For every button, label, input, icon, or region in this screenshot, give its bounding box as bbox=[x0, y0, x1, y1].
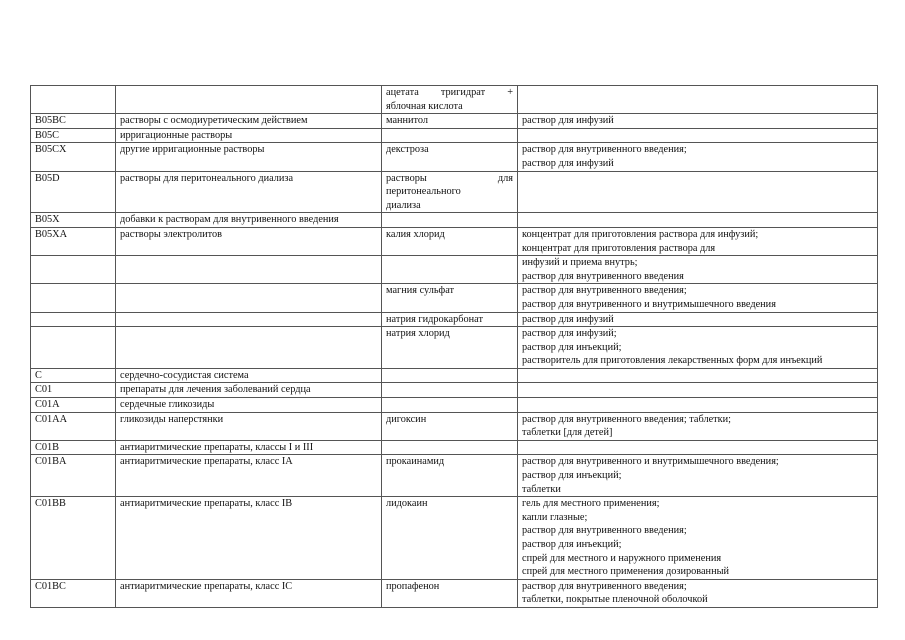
table-row bbox=[31, 398, 878, 413]
drug-name-cell bbox=[382, 114, 518, 129]
anatomic-group-cell: антиаритмические препараты, класс IC bbox=[116, 579, 382, 607]
atc-code-cell: B05XA bbox=[31, 227, 116, 255]
drug-name-line: магния сульфат bbox=[386, 285, 455, 297]
table-row bbox=[31, 440, 878, 455]
table-row bbox=[31, 256, 878, 284]
drug-name-cell bbox=[382, 256, 518, 284]
dosage-forms-cell bbox=[518, 227, 878, 255]
table-row bbox=[31, 383, 878, 398]
dosage-form-line: растворитель для приготовления лекарственных форм для инъекций bbox=[522, 355, 823, 367]
table-row bbox=[31, 312, 878, 327]
dosage-form-line: раствор для инъекций; bbox=[522, 341, 622, 353]
dosage-form-line: спрей для местного применения дозированный bbox=[522, 566, 730, 578]
table-row bbox=[31, 143, 878, 171]
dosage-forms-cell bbox=[518, 128, 878, 143]
table-row bbox=[31, 213, 878, 228]
atc-code-cell: B05C bbox=[31, 128, 116, 143]
atc-code-cell: B05D bbox=[31, 171, 116, 213]
dosage-forms-cell bbox=[518, 171, 878, 213]
dosage-form-line: раствор для инфузий bbox=[522, 115, 614, 127]
atc-code-cell: C01 bbox=[31, 383, 116, 398]
drug-name-line: натрия гидрокарбонат bbox=[386, 313, 483, 325]
justified-word: растворы bbox=[386, 172, 427, 184]
table-row bbox=[31, 171, 878, 213]
anatomic-group-cell bbox=[116, 327, 382, 369]
table-row bbox=[31, 227, 878, 255]
anatomic-group-cell bbox=[116, 312, 382, 327]
drug-name-cell bbox=[382, 171, 518, 213]
dosage-forms-cell bbox=[518, 213, 878, 228]
drug-name-line: перитонеального bbox=[386, 186, 461, 198]
table-row bbox=[31, 128, 878, 143]
drug-name-line: диализа bbox=[386, 199, 421, 211]
dosage-form-line: раствор для внутривенного введения bbox=[522, 270, 684, 282]
atc-code-cell: C bbox=[31, 368, 116, 383]
drug-name-cell bbox=[382, 327, 518, 369]
atc-code-cell: B05BC bbox=[31, 114, 116, 129]
drug-name-cell bbox=[382, 128, 518, 143]
atc-code-cell: C01BA bbox=[31, 455, 116, 497]
anatomic-group-cell: сердечно-сосудистая система bbox=[116, 368, 382, 383]
drug-name-line: декстроза bbox=[386, 144, 429, 156]
drug-name-cell bbox=[382, 455, 518, 497]
anatomic-group-cell: препараты для лечения заболеваний сердца bbox=[116, 383, 382, 398]
anatomic-group-cell: антиаритмические препараты, классы I и III bbox=[116, 440, 382, 455]
drug-name-line: лидокаин bbox=[386, 498, 428, 510]
dosage-form-line: раствор для инфузий bbox=[522, 157, 614, 169]
dosage-forms-cell bbox=[518, 327, 878, 369]
dosage-forms-cell bbox=[518, 368, 878, 383]
dosage-form-line: раствор для внутривенного введения; bbox=[522, 285, 687, 297]
dosage-form-line: раствор для инфузий; bbox=[522, 328, 617, 340]
drug-name-cell bbox=[382, 440, 518, 455]
drug-name-line: пропафенон bbox=[386, 580, 440, 592]
dosage-forms-cell bbox=[518, 114, 878, 129]
table-row bbox=[31, 284, 878, 312]
drug-name-cell bbox=[382, 398, 518, 413]
anatomic-group-cell: антиаритмические препараты, класс IB bbox=[116, 497, 382, 580]
justified-word: тригидрат bbox=[440, 87, 486, 98]
anatomic-group-cell: сердечные гликозиды bbox=[116, 398, 382, 413]
anatomic-group-cell: антиаритмические препараты, класс IA bbox=[116, 455, 382, 497]
atc-code-cell: C01BB bbox=[31, 497, 116, 580]
atc-code-cell bbox=[31, 86, 116, 114]
dosage-form-line: раствор для внутривенного введения; таблетки; bbox=[522, 413, 732, 425]
dosage-forms-cell bbox=[518, 284, 878, 312]
drug-name-cell bbox=[382, 86, 518, 114]
dosage-forms-cell bbox=[518, 497, 878, 580]
anatomic-group-cell: растворы электролитов bbox=[116, 227, 382, 255]
anatomic-group-cell bbox=[116, 284, 382, 312]
dosage-forms-cell bbox=[518, 440, 878, 455]
drug-name-cell bbox=[382, 383, 518, 398]
justified-word: + bbox=[507, 87, 513, 98]
dosage-form-line: раствор для внутривенного и внутримышечного введения bbox=[522, 298, 776, 310]
dosage-forms-cell bbox=[518, 412, 878, 440]
table-row bbox=[31, 114, 878, 129]
dosage-form-line: концентрат для приготовления раствора для bbox=[522, 242, 716, 254]
table-row bbox=[31, 368, 878, 383]
drug-name-cell bbox=[382, 497, 518, 580]
drug-name-line: яблочная кислота bbox=[386, 100, 463, 112]
drug-name-cell bbox=[382, 312, 518, 327]
anatomic-group-cell: растворы для перитонеального диализа bbox=[116, 171, 382, 213]
drug-name-line: калия хлорид bbox=[386, 228, 445, 240]
dosage-form-line: раствор для инъекций; bbox=[522, 470, 622, 482]
atc-code-cell: B05CX bbox=[31, 143, 116, 171]
table-row bbox=[31, 86, 878, 114]
anatomic-group-cell: растворы с осмодиуретическим действием bbox=[116, 114, 382, 129]
table-row bbox=[31, 579, 878, 607]
anatomic-group-cell: гликозиды наперстянки bbox=[116, 412, 382, 440]
dosage-form-line: спрей для местного и наружного применения bbox=[522, 552, 722, 564]
table-row bbox=[31, 412, 878, 440]
dosage-form-line: раствор для внутривенного введения; bbox=[522, 144, 687, 156]
dosage-forms-cell bbox=[518, 455, 878, 497]
dosage-form-line: раствор для внутривенного введения; bbox=[522, 580, 687, 592]
drug-name-line: маннитол bbox=[386, 115, 429, 127]
atc-code-cell: C01BC bbox=[31, 579, 116, 607]
atc-code-cell: B05X bbox=[31, 213, 116, 228]
justified-word: для bbox=[497, 172, 513, 184]
dosage-form-line: гель для местного применения; bbox=[522, 498, 660, 510]
anatomic-group-cell bbox=[116, 256, 382, 284]
drug-name-line bbox=[386, 172, 513, 186]
dosage-forms-cell bbox=[518, 398, 878, 413]
drug-name-line: натрия хлорид bbox=[386, 328, 450, 340]
drug-name-cell bbox=[382, 143, 518, 171]
anatomic-group-cell: другие ирригационные растворы bbox=[116, 143, 382, 171]
table-row bbox=[31, 327, 878, 369]
anatomic-group-cell: добавки к растворам для внутривенного введения bbox=[116, 213, 382, 228]
dosage-form-line: раствор для внутривенного введения; bbox=[522, 525, 687, 537]
drug-name-cell bbox=[382, 213, 518, 228]
drug-name-cell bbox=[382, 368, 518, 383]
dosage-forms-cell bbox=[518, 579, 878, 607]
atc-code-cell bbox=[31, 312, 116, 327]
atc-code-cell: C01B bbox=[31, 440, 116, 455]
drug-name-line: прокаинамид bbox=[386, 456, 445, 468]
dosage-forms-cell bbox=[518, 143, 878, 171]
dosage-forms-cell bbox=[518, 86, 878, 114]
dosage-form-line: таблетки [для детей] bbox=[522, 427, 613, 439]
dosage-form-line: инфузий и приема внутрь; bbox=[522, 257, 638, 269]
atc-code-cell bbox=[31, 284, 116, 312]
drug-name-cell bbox=[382, 579, 518, 607]
dosage-form-line: раствор для инъекций; bbox=[522, 539, 622, 550]
atc-code-cell bbox=[31, 256, 116, 284]
drug-name-cell bbox=[382, 284, 518, 312]
dosage-form-line: концентрат для приготовления раствора для инфузий; bbox=[522, 228, 759, 240]
dosage-forms-cell bbox=[518, 312, 878, 327]
drug-name-line bbox=[386, 86, 513, 100]
drug-name-cell bbox=[382, 412, 518, 440]
dosage-forms-cell bbox=[518, 383, 878, 398]
dosage-forms-cell bbox=[518, 256, 878, 284]
table-row bbox=[31, 455, 878, 497]
dosage-form-line: таблетки bbox=[522, 483, 561, 495]
medication-table bbox=[30, 85, 878, 608]
drug-name-line: дигоксин bbox=[386, 413, 427, 425]
table-body bbox=[31, 86, 878, 608]
drug-name-cell bbox=[382, 227, 518, 255]
anatomic-group-cell bbox=[116, 86, 382, 114]
atc-code-cell: C01AA bbox=[31, 412, 116, 440]
dosage-form-line: капли глазные; bbox=[522, 511, 588, 523]
atc-code-cell bbox=[31, 327, 116, 369]
table-row bbox=[31, 497, 878, 580]
justified-word: ацетата bbox=[386, 87, 419, 98]
atc-code-cell: C01A bbox=[31, 398, 116, 413]
dosage-form-line: раствор для внутривенного и внутримышечного введения; bbox=[522, 456, 779, 468]
anatomic-group-cell: ирригационные растворы bbox=[116, 128, 382, 143]
dosage-form-line: таблетки, покрытые пленочной оболочкой bbox=[522, 594, 708, 606]
dosage-form-line: раствор для инфузий bbox=[522, 313, 614, 325]
